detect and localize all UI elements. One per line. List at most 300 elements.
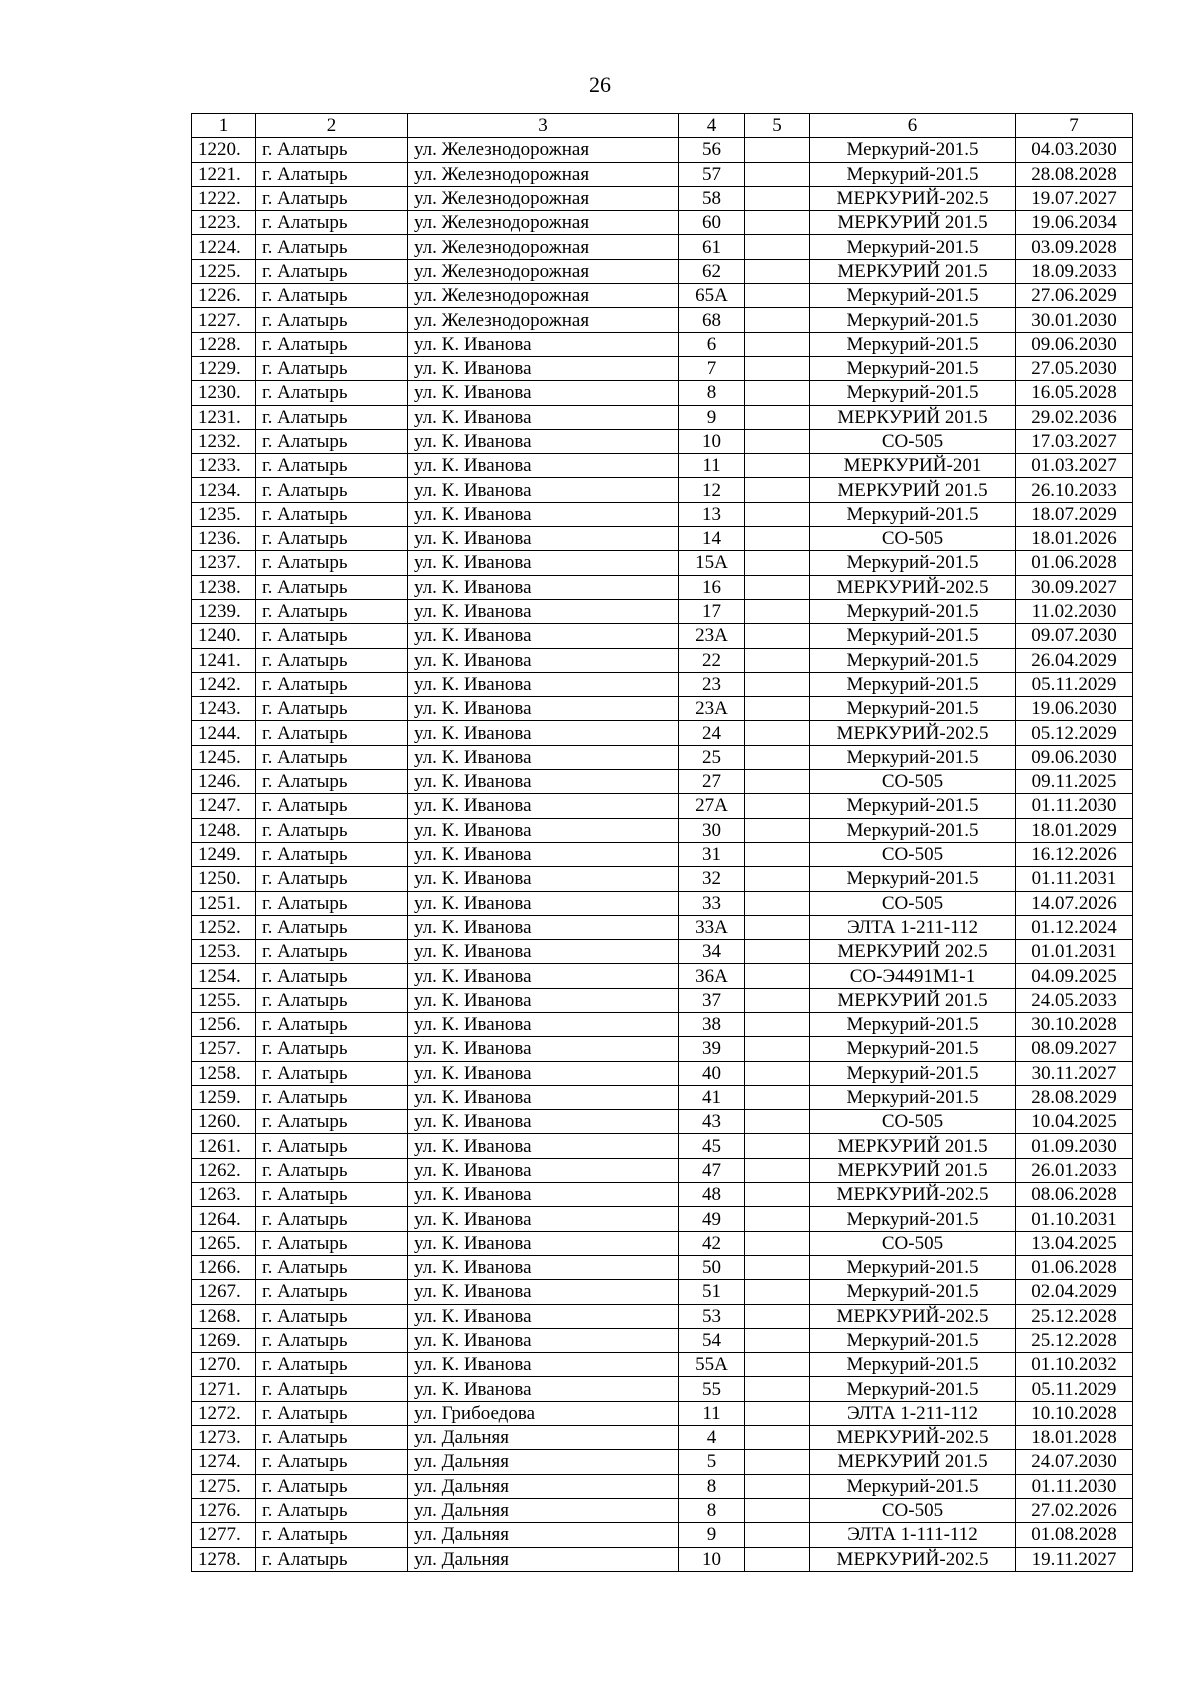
row-number-cell: 1242. [192, 672, 256, 696]
column-header-6: 6 [810, 114, 1016, 138]
column-header-7: 7 [1016, 114, 1133, 138]
table-row [192, 721, 1133, 745]
row-number-cell: 1274. [192, 1450, 256, 1474]
column-5-cell [745, 308, 810, 332]
city-cell: г. Алатырь [256, 599, 408, 623]
house-number-cell: 12 [679, 478, 745, 502]
column-5-cell [745, 138, 810, 162]
column-5-cell [745, 1474, 810, 1498]
table-row [192, 1183, 1133, 1207]
row-number-cell: 1243. [192, 697, 256, 721]
table-row [192, 1061, 1133, 1085]
verification-date-cell: 01.11.2030 [1016, 794, 1133, 818]
street-cell: ул. Дальняя [408, 1426, 679, 1450]
column-5-cell [745, 1547, 810, 1571]
column-5-cell [745, 599, 810, 623]
verification-date-cell: 18.01.2028 [1016, 1426, 1133, 1450]
meter-model-cell: МЕРКУРИЙ-201 [810, 454, 1016, 478]
street-cell: ул. К. Иванова [408, 527, 679, 551]
row-number-cell: 1276. [192, 1498, 256, 1522]
city-cell: г. Алатырь [256, 235, 408, 259]
street-cell: ул. К. Иванова [408, 1134, 679, 1158]
house-number-cell: 61 [679, 235, 745, 259]
meter-model-cell: СО-505 [810, 1110, 1016, 1134]
meter-model-cell: СО-505 [810, 842, 1016, 866]
meter-model-cell: СО-505 [810, 429, 1016, 453]
column-5-cell [745, 551, 810, 575]
verification-date-cell: 17.03.2027 [1016, 429, 1133, 453]
city-cell: г. Алатырь [256, 1426, 408, 1450]
meter-model-cell: ЭЛТА 1-111-112 [810, 1523, 1016, 1547]
street-cell: ул. Железнодорожная [408, 211, 679, 235]
street-cell: ул. Дальняя [408, 1474, 679, 1498]
verification-date-cell: 30.10.2028 [1016, 1012, 1133, 1036]
street-cell: ул. Железнодорожная [408, 162, 679, 186]
street-cell: ул. К. Иванова [408, 405, 679, 429]
verification-date-cell: 26.01.2033 [1016, 1158, 1133, 1182]
meter-model-cell: Меркурий-201.5 [810, 1085, 1016, 1109]
column-5-cell [745, 1304, 810, 1328]
verification-date-cell: 09.06.2030 [1016, 332, 1133, 356]
street-cell: ул. Железнодорожная [408, 259, 679, 283]
house-number-cell: 55 [679, 1377, 745, 1401]
column-5-cell [745, 1183, 810, 1207]
city-cell: г. Алатырь [256, 1474, 408, 1498]
row-number-cell: 1229. [192, 356, 256, 380]
house-number-cell: 14 [679, 527, 745, 551]
verification-date-cell: 27.06.2029 [1016, 284, 1133, 308]
table-row [192, 1547, 1133, 1571]
verification-date-cell: 19.06.2030 [1016, 697, 1133, 721]
house-number-cell: 38 [679, 1012, 745, 1036]
house-number-cell: 6 [679, 332, 745, 356]
row-number-cell: 1224. [192, 235, 256, 259]
verification-date-cell: 25.12.2028 [1016, 1328, 1133, 1352]
city-cell: г. Алатырь [256, 1061, 408, 1085]
table-row [192, 794, 1133, 818]
column-5-cell [745, 1061, 810, 1085]
street-cell: ул. Дальняя [408, 1547, 679, 1571]
meter-model-cell: Меркурий-201.5 [810, 284, 1016, 308]
row-number-cell: 1273. [192, 1426, 256, 1450]
verification-date-cell: 11.02.2030 [1016, 599, 1133, 623]
city-cell: г. Алатырь [256, 381, 408, 405]
column-5-cell [745, 1012, 810, 1036]
street-cell: ул. К. Иванова [408, 356, 679, 380]
table-row [192, 1037, 1133, 1061]
table-row [192, 842, 1133, 866]
house-number-cell: 5 [679, 1450, 745, 1474]
meter-model-cell: СО-505 [810, 891, 1016, 915]
table-row [192, 1523, 1133, 1547]
row-number-cell: 1241. [192, 648, 256, 672]
table-row [192, 429, 1133, 453]
city-cell: г. Алатырь [256, 1231, 408, 1255]
column-5-cell [745, 332, 810, 356]
column-5-cell [745, 672, 810, 696]
city-cell: г. Алатырь [256, 1110, 408, 1134]
meter-model-cell: Меркурий-201.5 [810, 745, 1016, 769]
street-cell: ул. К. Иванова [408, 745, 679, 769]
street-cell: ул. К. Иванова [408, 1255, 679, 1279]
verification-date-cell: 01.06.2028 [1016, 551, 1133, 575]
verification-date-cell: 05.11.2029 [1016, 1377, 1133, 1401]
meter-model-cell: Меркурий-201.5 [810, 818, 1016, 842]
verification-date-cell: 30.11.2027 [1016, 1061, 1133, 1085]
verification-date-cell: 28.08.2029 [1016, 1085, 1133, 1109]
house-number-cell: 16 [679, 575, 745, 599]
street-cell: ул. К. Иванова [408, 478, 679, 502]
table-row [192, 1134, 1133, 1158]
row-number-cell: 1236. [192, 527, 256, 551]
meter-model-cell: МЕРКУРИЙ-202.5 [810, 1183, 1016, 1207]
meter-model-cell: МЕРКУРИЙ 201.5 [810, 1450, 1016, 1474]
house-number-cell: 33 [679, 891, 745, 915]
column-header-5: 5 [745, 114, 810, 138]
street-cell: ул. К. Иванова [408, 1183, 679, 1207]
verification-date-cell: 01.03.2027 [1016, 454, 1133, 478]
verification-date-cell: 01.12.2024 [1016, 915, 1133, 939]
meter-model-cell: СО-505 [810, 527, 1016, 551]
table-row [192, 575, 1133, 599]
meter-model-cell: Меркурий-201.5 [810, 381, 1016, 405]
row-number-cell: 1251. [192, 891, 256, 915]
table-row [192, 624, 1133, 648]
table-row [192, 1353, 1133, 1377]
city-cell: г. Алатырь [256, 1547, 408, 1571]
row-number-cell: 1266. [192, 1255, 256, 1279]
house-number-cell: 11 [679, 454, 745, 478]
row-number-cell: 1263. [192, 1183, 256, 1207]
row-number-cell: 1225. [192, 259, 256, 283]
house-number-cell: 50 [679, 1255, 745, 1279]
meter-table [191, 113, 1133, 1572]
row-number-cell: 1239. [192, 599, 256, 623]
column-5-cell [745, 478, 810, 502]
city-cell: г. Алатырь [256, 964, 408, 988]
verification-date-cell: 02.04.2029 [1016, 1280, 1133, 1304]
house-number-cell: 23А [679, 697, 745, 721]
street-cell: ул. К. Иванова [408, 502, 679, 526]
table-row [192, 332, 1133, 356]
house-number-cell: 24 [679, 721, 745, 745]
meter-model-cell: МЕРКУРИЙ-202.5 [810, 186, 1016, 210]
house-number-cell: 62 [679, 259, 745, 283]
street-cell: ул. К. Иванова [408, 672, 679, 696]
verification-date-cell: 01.06.2028 [1016, 1255, 1133, 1279]
column-5-cell [745, 794, 810, 818]
meter-model-cell: ЭЛТА 1-211-112 [810, 915, 1016, 939]
column-5-cell [745, 1085, 810, 1109]
row-number-cell: 1228. [192, 332, 256, 356]
meter-model-cell: Меркурий-201.5 [810, 697, 1016, 721]
table-row [192, 138, 1133, 162]
table-row [192, 527, 1133, 551]
column-5-cell [745, 1353, 810, 1377]
city-cell: г. Алатырь [256, 988, 408, 1012]
table-row [192, 1450, 1133, 1474]
table-row [192, 599, 1133, 623]
city-cell: г. Алатырь [256, 162, 408, 186]
verification-date-cell: 19.06.2034 [1016, 211, 1133, 235]
meter-model-cell: Меркурий-201.5 [810, 502, 1016, 526]
row-number-cell: 1253. [192, 940, 256, 964]
verification-date-cell: 18.09.2033 [1016, 259, 1133, 283]
table-row [192, 1158, 1133, 1182]
column-header-1: 1 [192, 114, 256, 138]
house-number-cell: 42 [679, 1231, 745, 1255]
column-5-cell [745, 1450, 810, 1474]
table-row [192, 1304, 1133, 1328]
verification-date-cell: 09.11.2025 [1016, 770, 1133, 794]
row-number-cell: 1226. [192, 284, 256, 308]
column-5-cell [745, 721, 810, 745]
house-number-cell: 57 [679, 162, 745, 186]
row-number-cell: 1231. [192, 405, 256, 429]
meter-model-cell: Меркурий-201.5 [810, 138, 1016, 162]
city-cell: г. Алатырь [256, 454, 408, 478]
meter-model-cell: СО-505 [810, 1231, 1016, 1255]
row-number-cell: 1256. [192, 1012, 256, 1036]
street-cell: ул. К. Иванова [408, 1085, 679, 1109]
verification-date-cell: 08.06.2028 [1016, 1183, 1133, 1207]
row-number-cell: 1222. [192, 186, 256, 210]
verification-date-cell: 01.10.2031 [1016, 1207, 1133, 1231]
row-number-cell: 1220. [192, 138, 256, 162]
column-5-cell [745, 284, 810, 308]
street-cell: ул. К. Иванова [408, 1110, 679, 1134]
city-cell: г. Алатырь [256, 745, 408, 769]
verification-date-cell: 01.10.2032 [1016, 1353, 1133, 1377]
verification-date-cell: 16.12.2026 [1016, 842, 1133, 866]
column-5-cell [745, 162, 810, 186]
column-5-cell [745, 1426, 810, 1450]
verification-date-cell: 27.05.2030 [1016, 356, 1133, 380]
city-cell: г. Алатырь [256, 1012, 408, 1036]
column-5-cell [745, 842, 810, 866]
column-5-cell [745, 1401, 810, 1425]
street-cell: ул. Железнодорожная [408, 186, 679, 210]
column-5-cell [745, 1110, 810, 1134]
meter-model-cell: МЕРКУРИЙ 202.5 [810, 940, 1016, 964]
row-number-cell: 1238. [192, 575, 256, 599]
house-number-cell: 22 [679, 648, 745, 672]
table-row [192, 1231, 1133, 1255]
meter-model-cell: МЕРКУРИЙ 201.5 [810, 1134, 1016, 1158]
column-5-cell [745, 235, 810, 259]
table-row [192, 1377, 1133, 1401]
city-cell: г. Алатырь [256, 1498, 408, 1522]
row-number-cell: 1270. [192, 1353, 256, 1377]
row-number-cell: 1232. [192, 429, 256, 453]
row-number-cell: 1248. [192, 818, 256, 842]
table-header [192, 114, 1133, 138]
row-number-cell: 1265. [192, 1231, 256, 1255]
table-row [192, 818, 1133, 842]
row-number-cell: 1255. [192, 988, 256, 1012]
verification-date-cell: 16.05.2028 [1016, 381, 1133, 405]
meter-model-cell: Меркурий-201.5 [810, 648, 1016, 672]
street-cell: ул. К. Иванова [408, 429, 679, 453]
house-number-cell: 25 [679, 745, 745, 769]
meter-model-cell: МЕРКУРИЙ 201.5 [810, 259, 1016, 283]
meter-model-cell: МЕРКУРИЙ-202.5 [810, 575, 1016, 599]
house-number-cell: 58 [679, 186, 745, 210]
row-number-cell: 1264. [192, 1207, 256, 1231]
street-cell: ул. К. Иванова [408, 770, 679, 794]
row-number-cell: 1240. [192, 624, 256, 648]
meter-model-cell: МЕРКУРИЙ 201.5 [810, 405, 1016, 429]
street-cell: ул. К. Иванова [408, 842, 679, 866]
house-number-cell: 33А [679, 915, 745, 939]
verification-date-cell: 01.08.2028 [1016, 1523, 1133, 1547]
row-number-cell: 1272. [192, 1401, 256, 1425]
meter-model-cell: Меркурий-201.5 [810, 1474, 1016, 1498]
city-cell: г. Алатырь [256, 356, 408, 380]
house-number-cell: 27А [679, 794, 745, 818]
meter-model-cell: Меркурий-201.5 [810, 1280, 1016, 1304]
city-cell: г. Алатырь [256, 478, 408, 502]
column-5-cell [745, 1231, 810, 1255]
street-cell: ул. К. Иванова [408, 794, 679, 818]
city-cell: г. Алатырь [256, 186, 408, 210]
table-row [192, 1474, 1133, 1498]
verification-date-cell: 01.09.2030 [1016, 1134, 1133, 1158]
verification-date-cell: 09.06.2030 [1016, 745, 1133, 769]
meter-model-cell: Меркурий-201.5 [810, 332, 1016, 356]
city-cell: г. Алатырь [256, 1401, 408, 1425]
table-row [192, 745, 1133, 769]
verification-date-cell: 01.11.2030 [1016, 1474, 1133, 1498]
city-cell: г. Алатырь [256, 211, 408, 235]
column-5-cell [745, 1377, 810, 1401]
street-cell: ул. К. Иванова [408, 818, 679, 842]
house-number-cell: 23 [679, 672, 745, 696]
meter-model-cell: Меркурий-201.5 [810, 1207, 1016, 1231]
street-cell: ул. К. Иванова [408, 1012, 679, 1036]
meter-model-cell: Меркурий-201.5 [810, 308, 1016, 332]
table-row [192, 940, 1133, 964]
house-number-cell: 47 [679, 1158, 745, 1182]
column-5-cell [745, 1280, 810, 1304]
city-cell: г. Алатырь [256, 405, 408, 429]
column-5-cell [745, 1255, 810, 1279]
verification-date-cell: 27.02.2026 [1016, 1498, 1133, 1522]
verification-date-cell: 19.11.2027 [1016, 1547, 1133, 1571]
table-row [192, 697, 1133, 721]
city-cell: г. Алатырь [256, 867, 408, 891]
street-cell: ул. К. Иванова [408, 1158, 679, 1182]
table-body [192, 138, 1133, 1572]
table-row [192, 1426, 1133, 1450]
verification-date-cell: 10.10.2028 [1016, 1401, 1133, 1425]
table-row [192, 551, 1133, 575]
city-cell: г. Алатырь [256, 1158, 408, 1182]
street-cell: ул. К. Иванова [408, 891, 679, 915]
city-cell: г. Алатырь [256, 915, 408, 939]
column-5-cell [745, 527, 810, 551]
house-number-cell: 49 [679, 1207, 745, 1231]
street-cell: ул. К. Иванова [408, 1377, 679, 1401]
column-5-cell [745, 745, 810, 769]
table-row [192, 891, 1133, 915]
row-number-cell: 1254. [192, 964, 256, 988]
verification-date-cell: 05.11.2029 [1016, 672, 1133, 696]
meter-model-cell: ЭЛТА 1-211-112 [810, 1401, 1016, 1425]
meter-model-cell: МЕРКУРИЙ-202.5 [810, 1547, 1016, 1571]
row-number-cell: 1277. [192, 1523, 256, 1547]
page-number: 26 [589, 72, 611, 97]
house-number-cell: 7 [679, 356, 745, 380]
city-cell: г. Алатырь [256, 624, 408, 648]
meter-model-cell: МЕРКУРИЙ 201.5 [810, 988, 1016, 1012]
city-cell: г. Алатырь [256, 1450, 408, 1474]
column-5-cell [745, 891, 810, 915]
street-cell: ул. К. Иванова [408, 1207, 679, 1231]
table-row [192, 867, 1133, 891]
verification-date-cell: 26.04.2029 [1016, 648, 1133, 672]
street-cell: ул. К. Иванова [408, 551, 679, 575]
column-5-cell [745, 940, 810, 964]
street-cell: ул. Железнодорожная [408, 235, 679, 259]
city-cell: г. Алатырь [256, 575, 408, 599]
street-cell: ул. К. Иванова [408, 940, 679, 964]
house-number-cell: 8 [679, 381, 745, 405]
column-5-cell [745, 1498, 810, 1522]
column-5-cell [745, 211, 810, 235]
house-number-cell: 68 [679, 308, 745, 332]
house-number-cell: 9 [679, 1523, 745, 1547]
row-number-cell: 1221. [192, 162, 256, 186]
row-number-cell: 1230. [192, 381, 256, 405]
column-5-cell [745, 1037, 810, 1061]
verification-date-cell: 30.01.2030 [1016, 308, 1133, 332]
house-number-cell: 34 [679, 940, 745, 964]
verification-date-cell: 29.02.2036 [1016, 405, 1133, 429]
city-cell: г. Алатырь [256, 138, 408, 162]
table-row [192, 770, 1133, 794]
house-number-cell: 36А [679, 964, 745, 988]
meter-model-cell: Меркурий-201.5 [810, 599, 1016, 623]
house-number-cell: 31 [679, 842, 745, 866]
column-5-cell [745, 1158, 810, 1182]
meter-model-cell: Меркурий-201.5 [810, 1012, 1016, 1036]
meter-model-cell: МЕРКУРИЙ 201.5 [810, 478, 1016, 502]
street-cell: ул. К. Иванова [408, 332, 679, 356]
column-5-cell [745, 964, 810, 988]
row-number-cell: 1262. [192, 1158, 256, 1182]
row-number-cell: 1267. [192, 1280, 256, 1304]
row-number-cell: 1249. [192, 842, 256, 866]
column-5-cell [745, 454, 810, 478]
city-cell: г. Алатырь [256, 891, 408, 915]
column-5-cell [745, 575, 810, 599]
row-number-cell: 1252. [192, 915, 256, 939]
verification-date-cell: 10.04.2025 [1016, 1110, 1133, 1134]
meter-model-cell: Меркурий-201.5 [810, 1061, 1016, 1085]
street-cell: ул. К. Иванова [408, 1037, 679, 1061]
row-number-cell: 1247. [192, 794, 256, 818]
meter-model-cell: Меркурий-201.5 [810, 672, 1016, 696]
row-number-cell: 1258. [192, 1061, 256, 1085]
table-row [192, 648, 1133, 672]
column-5-cell [745, 1134, 810, 1158]
city-cell: г. Алатырь [256, 551, 408, 575]
street-cell: ул. К. Иванова [408, 697, 679, 721]
meter-model-cell: СО-505 [810, 770, 1016, 794]
row-number-cell: 1233. [192, 454, 256, 478]
table-row [192, 672, 1133, 696]
